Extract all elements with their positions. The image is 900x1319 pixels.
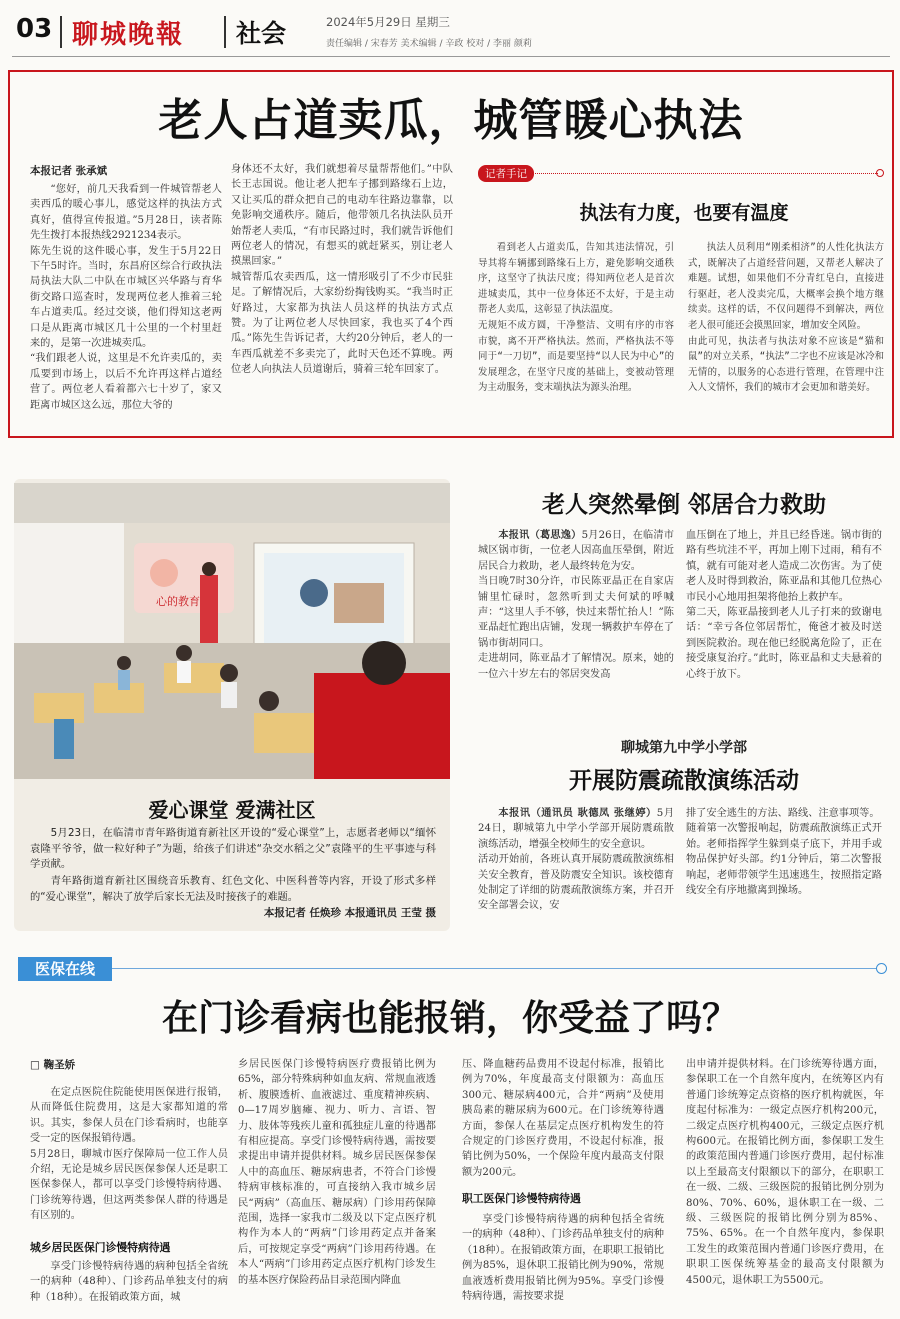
medical-col1: 在定点医院住院能使用医保进行报销，从而降低住院费用，这是大家都知道的常识。其实，参保人员在门诊看病时，也能享受一定的医保报销待遇。 5月28日，聊城市医疗保障局一位工作人员介绍，无论是城乡居民医保参保人还是职工医保参保人，都可以享受门诊慢特病待遇、门诊统筹待遇，但这两类参保人群的待遇是有区别的。	[30, 1087, 228, 1222]
header-rule	[12, 56, 890, 57]
band-label: 医保在线	[18, 957, 112, 981]
commentary-col1: 看到老人占道卖瓜，告知其违法情况，引导其将车辆挪到路缘石上方，避免影响交通秩序，这坚守了执法尺度；得知两位老人是首次进城卖瓜，其中一位身体还不太好，于是主动帮老人卖瓜，这彰显了执法温度。 无规矩不成方圆，干净整洁、文明有序的市容市貌，离不开严格执法。然而，严格执法不等同于“一刀切”，而是要坚持“以人民为中心”的发展理念，在坚守尺度的基础上，变被动管理为主动服务，变末端执法为源头治理。	[478, 242, 674, 394]
lead-body-col2: 身体还不太好，我们就想着尽量帮帮他们。”中队长王志国说。他让老人把车子挪到路缘石上边，又让买瓜的群众把自己的电动车往路边靠靠，以免影响交通秩序。随后，他带领几名执法队员开始帮老人卖瓜，“有市民路过时，我们就告诉他们两位老人的情况，有想买的就赶紧买，别让老人摸黑回家。” 城管帮瓜农卖西瓜，这一情形吸引了不少市民驻足。了解情况后，大家纷纷掏钱购买。“我当时正好路过，大家都为执法人员这样的执法方式点赞。为了让两位老人尽快回家，我也买了4个西瓜。”陈先生告诉记者，大约20分钟后，老人的一车西瓜就差不多卖完了，此时天色还不算晚。两位老人向执法人员道谢后，骑着三轮车回家了。	[231, 164, 453, 376]
rescue-text-1: 5月26日，在临清市城区锅市街，一位老人因高血压晕倒，附近居民合力救助，老人最终转危为安。 当日晚7时30分许，市民陈亚晶正在自家店铺里忙碌时，忽然听到丈夫何斌的呼喊声：“这里人手不够，快过来帮忙抬人！”陈亚晶赶忙跑出店铺，发现一辆救护车停在了锅市街胡同口。 走进胡同，陈亚晶才了解情况。原来，她的一位六十岁左右的邻居突发高	[478, 530, 674, 680]
medical-col3b: 享受门诊慢特病待遇的病种包括全省统一的病种（48种）、门诊药品单独支付的病种（18种）。在报销政策方面，在职职工报销比例为85%，退休职工报销比例为90%，常规血液透析费用报销比例为95%。享受门诊慢特病待遇，需按要求提	[462, 1214, 664, 1303]
drill-kicker: 聊城第九中学小学部	[621, 740, 747, 756]
board-text: 心的教育	[156, 595, 200, 608]
header-divider	[60, 16, 62, 48]
drill-body-col1	[478, 806, 674, 940]
medical-subhead-1: 城乡居民医保门诊慢特病待遇	[30, 1241, 171, 1254]
drill-headline: 开展防震疏散演练活动	[569, 767, 799, 794]
editors-line: 责任编辑 / 宋春芳 美术编辑 / 辛政 校对 / 李丽 颜莉	[326, 39, 532, 49]
medical-byline: □ 鞠圣娇	[30, 1059, 76, 1071]
section-name: 社会	[236, 19, 287, 48]
photo-caption-2: 青年路街道育新社区围绕音乐教育、红色文化、中医科普等内容，开设了形式多样的“爱心课堂”，解决了放学后家长无法及时接孩子的难题。	[30, 875, 436, 903]
rescue-byline: 本报讯（葛思逸）	[498, 530, 582, 541]
drill-byline: 本报讯（通讯员 耿德凤 张继婷）	[498, 808, 657, 819]
medical-headline: 在门诊看病也能报销，你受益了吗？	[161, 997, 738, 1039]
page-number: 03	[16, 14, 53, 44]
commentary-end-dot	[876, 169, 884, 177]
lead-headline: 老人占道卖瓜，城管暖心执法	[158, 95, 744, 146]
drill-body-col2: 排了安全逃生的方法、路线、注意事项等。 随着第一次警报响起，防震疏散演练正式开始。老师指挥学生躲到桌子底下，并用手或物品保护好头部。约1分钟后，第二次警报响起，老师带领学生迅速逃生，按照指定路线安全有序地撤离到操场。	[686, 808, 882, 897]
rescue-body-col2: 血压倒在了地上，并且已经昏迷。锅市街的路有些坑洼不平，再加上刚下过雨，稍有不慎，就有可能对老人造成二次伤害。为了使老人及时得到救治，陈亚晶和其他几位热心市民小心地用担架将他抬上救护车。 第二天，陈亚晶接到老人儿子打来的致谢电话：“幸亏各位邻居帮忙，俺爸才被及时送到医院救治。现在他已经脱离危险了，正在接受康复治疗。”此时，陈亚晶和丈夫悬着的心终于放下。	[686, 530, 882, 680]
commentary-col2: 执法人员利用“刚柔相济”的人性化执法方式，既解决了占道经营问题，又帮老人解决了难题。试想，如果他们不分青红皂白，直接进行驱赶，老人没卖完瓜，大概率会换个地方继续卖。这样的话，不仅问题得不到解决，两位老人很可能还会摸黑回家，增加安全风险。 由此可见，执法者与执法对象不应该是“猫和鼠”的对立关系，“执法”二字也不应该是冰冷和无情的，以服务的心态进行管理，在管理中注入人文情怀，我们的城市才会更加和谐美好。	[688, 242, 884, 394]
newspaper-logo: 聊城晚報	[72, 20, 185, 50]
lead-body-col1: “您好，前几天我看到一件城管帮老人卖西瓜的暖心事儿，感觉这样的执法方式真好，值得宣传报道。”5月28日，读者陈先生拨打本报热线2921234表示。 陈先生说的这件暖心事，发生于5月22日下午5时许。当时，东昌府区综合行政执法局执法大队二中队在市城区兴华路与育华街交路口巡查时，发现两位老人推着三轮车占道卖瓜。经过交谈，他们得知这老两口是从距离市城区几十公里的一个村里赶来的，是第一次进城卖瓜。 “我们跟老人说，这里是不允许卖瓜的，卖瓜要到市场上，以后不允许再这样占道经营了。两位老人看着都六七十岁了，家又距离市城区这么远，那位大爷的	[30, 184, 222, 411]
header-divider	[224, 16, 226, 48]
rescue-headline: 老人突然晕倒 邻居合力救助	[541, 491, 826, 518]
medical-col4: 出申请并提供材料。在门诊统筹待遇方面，参保职工在一个自然年度内，在统筹区内有普通门诊统筹定点资格的医疗机构就医，年度起付标准为：一级定点医疗机构200元，二级定点医疗机构400元，三级定点医疗机构600元。在报销比例方面，参保职工发生的政策范围内普通门诊医疗费用，起付标准以上至最高支付限额以下的部分，在职职工在一级、二级、三级医院的报销比例分别为80%、70%、60%，退休职工在一级、二级、三级医院的报销比例分别为85%、75%、65%。在一个自然年度内，参保职工发生的政策范围内普通门诊医疗费用，在职职工医保统筹基金的最高支付限额为4500元，退休职工为5500元。	[686, 1059, 884, 1286]
photo-headline: 爱心课堂 爱满社区	[148, 798, 316, 822]
medical-col1b: 享受门诊慢特病待遇的病种包括全省统一的病种（48种）、门诊药品单独支付的病种（18种）。在报销政策方面，城	[30, 1261, 228, 1303]
medical-col3: 压、降血糖药品费用不设起付标准，报销比例为70%，年度最高支付限额为：高血压300元、糖尿病400元，合并“两病”及使用胰岛素的糖尿病为600元。在门诊统筹待遇方面，参保人在基层定点医疗机构发生的符合规定的门诊医疗费用，不设起付标准，报销比例为50%，一个保险年度内最高支付限额为200元。	[462, 1059, 664, 1178]
band-line	[110, 968, 878, 969]
rescue-body-col1	[478, 528, 674, 710]
commentary-headline: 执法有力度，也要有温度	[579, 202, 789, 224]
medical-subhead-2: 职工医保门诊慢特病待遇	[462, 1192, 581, 1205]
medical-col2: 乡居民医保门诊慢特病医疗费报销比例为65%，部分特殊病种如血友病、常规血液透析、腹膜透析、血液滤过、重度精神疾病、0—17周岁脑瘫、视力、听力、言语、智力、肢体等残疾儿童和孤独症儿童的待遇都有相应提高。享受门诊慢特病待遇，需按要求提出申请并提供材料。城乡居民医保参保人中的高血压、糖尿病患者，不符合门诊慢特病审核标准的，可直接纳入我市城乡居民“两病”（高血压、糖尿病）门诊用药保障范围，选择一家我市二级及以下定点医疗机构作为本人的“两病”门诊用药定点并备案后，可按规定享受“两病”门诊用药待遇。在本人“两病”门诊用药定点医疗机构门诊发生的基本医疗保险药品目录范围内降血	[238, 1059, 436, 1286]
photo-credit: 本报记者 任焕珍 本报通讯员 王莹 摄	[263, 907, 436, 919]
commentary-rule	[532, 173, 878, 174]
commentary-tag: 记者手记	[478, 165, 534, 182]
classroom-photo	[14, 483, 450, 779]
photo-caption-1: 5月23日，在临清市青年路街道育新社区开设的“爱心课堂”上，志愿者老师以“缅怀袁隆平爷爷，做一粒好种子”为题，给孩子们讲述“杂交水稻之父”袁隆平的生平事迹与科学贡献。	[30, 827, 436, 870]
band-end-dot	[876, 963, 887, 974]
drill-text-1: 5月24日，聊城第九中学小学部开展防震疏散演练活动，增强全校师生的安全意识。 活动开始前，各班认真开展防震疏散演练相关安全教育，普及防震安全知识。该校德育处制定了详细的防震疏散演练方案，并召开安全部署会议，安	[478, 808, 674, 912]
issue-date: 2024年5月29日 星期三	[326, 15, 450, 29]
lead-byline: 本报记者 张承斌	[30, 165, 108, 177]
